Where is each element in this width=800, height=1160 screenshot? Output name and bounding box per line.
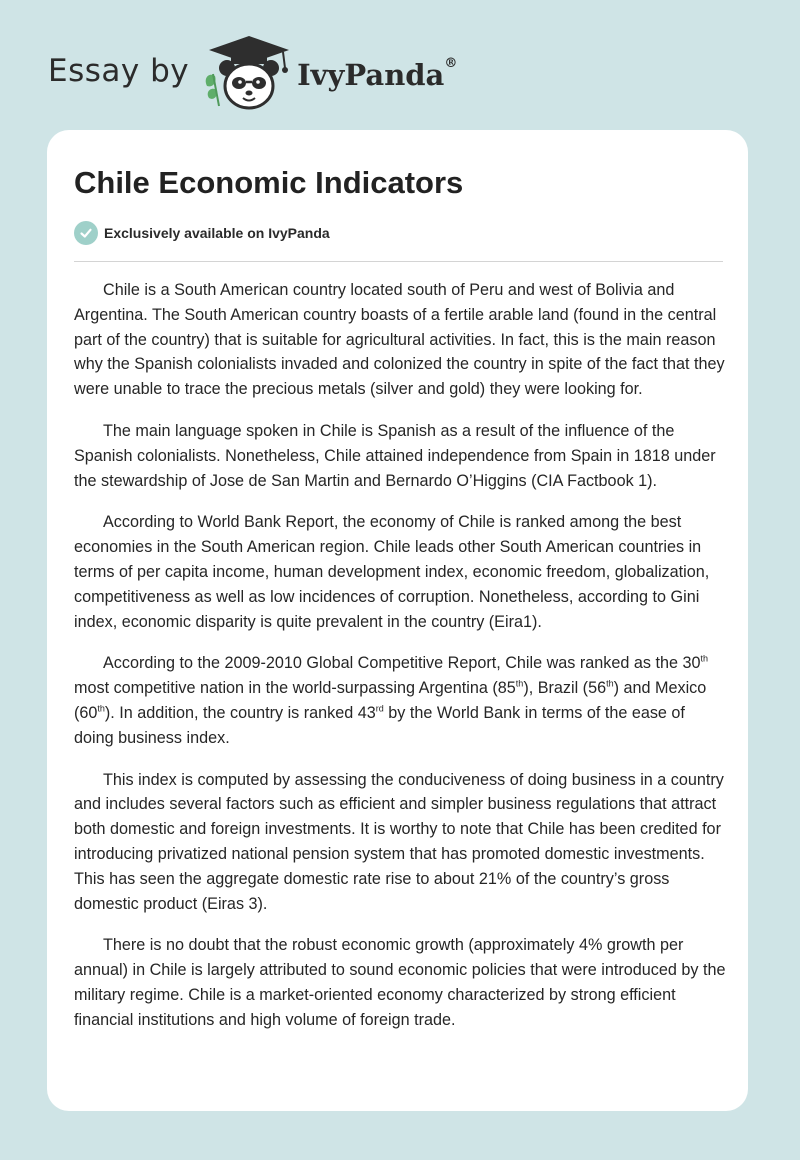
paragraph-3: According to World Bank Report, the economy of Chile is ranked among the best economies in the South American region. Chile leads other South American countries in terms of per capita income, human development index, economic freedom, globalization, competitiveness as well as low incidences of corruption. Nonetheless, according to Gini index, economic disparity is quite prevalent in the country (Eira1). (74, 513, 710, 631)
paragraph-4-part-d: ) and Mexico (60 (74, 679, 707, 722)
ordinal-suffix: th (606, 678, 614, 689)
brand-text: IvyPanda (297, 58, 445, 92)
paragraph-6: There is no doubt that the robust economic growth (approximately 4% growth per annual) in Chile is largely attributed to sound economic policies that were introduced by the military regime. Chile is a market-oriented economy characterized by strong efficient financial institutions and high volume of foreign trade. (74, 936, 726, 1029)
paragraph-1: Chile is a South American country located south of Peru and west of Bolivia and Argentina. The South American country boasts of a fertile arable land (found in the central part of the country) that is suitable for agricultural activities. In fact, this is the main reason why the Spanish colonialists invaded and colonized the country in spite of the fact that they were unable to trace the precious metals (silver and gold) they were looking for. (74, 281, 725, 399)
divider (74, 261, 723, 262)
ordinal-suffix: th (700, 653, 708, 664)
registered-mark: ® (444, 56, 458, 71)
essay-by-label: Essay by (48, 53, 190, 89)
panda-logo-icon[interactable] (203, 34, 295, 114)
page-title: Chile Economic Indicators (74, 165, 464, 200)
ordinal-suffix: th (97, 703, 105, 714)
paragraph-4-part-e: ). In addition, the country is ranked 43 (104, 703, 376, 722)
ordinal-suffix: th (515, 678, 524, 689)
paragraph-4 (74, 651, 726, 750)
paragraph-4-part-f: by the World Bank in terms of the ease of doing business index. (74, 703, 685, 747)
availability-text: Exclusively available on IvyPanda (104, 225, 330, 241)
site-header (48, 34, 457, 114)
availability-badge (74, 221, 330, 245)
essay-body (74, 278, 726, 1050)
brand-name (297, 58, 457, 92)
paragraph-4-part-c: ), Brazil (56 (523, 679, 607, 698)
paragraph-2: The main language spoken in Chile is Spanish as a result of the influence of the Spanish colonialists. Nonetheless, Chile attained independence from Spain in 1818 under the stewardship of Jose de San Martin and Bernardo O’Higgins (CIA Factbook 1). (74, 421, 716, 490)
paragraph-5: This index is computed by assessing the conduciveness of doing business in a country and includes several factors such as efficient and simpler business regulations that attract both domestic and foreign investments. It is worthy to note that Chile has been credited for introducing privatized national pension system that has promoted domestic investments. This has seen the aggregate domestic rate rise to about 21% of the country’s gross domestic product (Eiras 3). (74, 770, 724, 913)
paragraph-4-part-a: According to the 2009-2010 Global Competitive Report, Chile was ranked as the 30 (103, 654, 701, 673)
check-circle-icon (74, 221, 98, 245)
essay-card (47, 130, 748, 1111)
ordinal-suffix: rd (375, 703, 384, 714)
paragraph-4-part-b: most competitive nation in the world-surpassing Argentina (85 (74, 679, 516, 698)
